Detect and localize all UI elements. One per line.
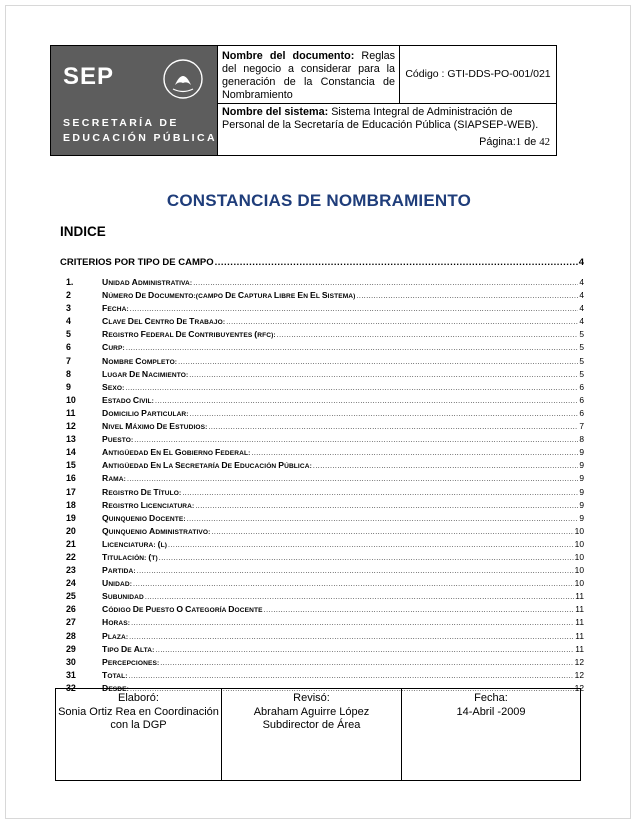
toc-entry-page: 4 bbox=[579, 303, 584, 314]
document-name-value: Reglas del negocio a considerar para la generación de la Constancia de Nombramiento bbox=[222, 50, 396, 101]
toc-entry[interactable] bbox=[60, 657, 584, 670]
toc-main-page: 4 bbox=[578, 257, 584, 268]
toc-entry-page: 10 bbox=[574, 578, 584, 589]
toc-leader bbox=[160, 660, 573, 667]
toc-entry-page: 6 bbox=[579, 394, 584, 405]
toc-entry-label: TIPO DE ALTA: bbox=[102, 643, 155, 654]
toc-entry-page: 10 bbox=[574, 565, 584, 576]
toc-entry-page: 8 bbox=[579, 434, 584, 445]
toc-entry-label: CURP: bbox=[102, 342, 125, 353]
toc-entry-number: 4 bbox=[66, 316, 71, 327]
toc-entry-label: UNIDAD ADMINISTRATIVA: bbox=[102, 277, 193, 287]
toc-entry-page: 9 bbox=[579, 447, 584, 458]
toc-entry[interactable] bbox=[60, 565, 584, 578]
toc-entry-page: 11 bbox=[575, 643, 584, 654]
toc-entry-label: DESDE: bbox=[102, 682, 129, 693]
toc-leader bbox=[130, 306, 579, 313]
toc-entry-label: LUGAR DE NACIMIENTO: bbox=[102, 368, 189, 379]
toc-entry-page: 11 bbox=[575, 591, 584, 602]
toc-main-entry[interactable] bbox=[60, 257, 584, 268]
toc-main-label: CRITERIOS POR TIPO DE CAMPO bbox=[60, 257, 214, 268]
fecha-label: Fecha: bbox=[474, 692, 508, 704]
toc-entry-number: 11 bbox=[66, 407, 76, 418]
elaboro-cell bbox=[56, 689, 222, 780]
toc-entry-number: 23 bbox=[66, 565, 76, 576]
document-header bbox=[50, 45, 557, 156]
toc-entry-page: 6 bbox=[579, 381, 584, 392]
toc-leader bbox=[251, 450, 578, 457]
toc-leader bbox=[133, 581, 574, 588]
toc-entry-page: 11 bbox=[575, 617, 584, 628]
document-name-cell bbox=[217, 46, 400, 104]
elaboro-label: Elaboró: bbox=[118, 692, 159, 704]
toc-leader bbox=[168, 542, 574, 549]
toc-entry[interactable] bbox=[60, 604, 584, 617]
system-name-cell bbox=[217, 104, 556, 155]
toc-entry-number: 8 bbox=[66, 368, 71, 379]
toc-entry[interactable] bbox=[60, 539, 584, 552]
toc-entry-page: 6 bbox=[579, 407, 584, 418]
system-name-label: Nombre del sistema: bbox=[222, 106, 329, 118]
toc-entry-number: 32 bbox=[66, 682, 76, 693]
toc-entry-page: 11 bbox=[575, 604, 584, 615]
toc-entry[interactable] bbox=[60, 369, 584, 382]
toc-leader bbox=[155, 647, 574, 654]
toc-entry[interactable] bbox=[60, 552, 584, 565]
toc-entry[interactable] bbox=[60, 303, 584, 316]
reviso-label: Revisó: bbox=[293, 692, 330, 704]
toc-entry-label: PARTIDA: bbox=[102, 565, 136, 576]
toc-entry-label: CLAVE DEL CENTRO DE TRABAJO: bbox=[102, 316, 226, 327]
fecha-cell bbox=[402, 689, 580, 780]
toc-entry[interactable] bbox=[60, 356, 584, 369]
toc-entry-number: 3 bbox=[66, 303, 71, 314]
toc-entry[interactable] bbox=[60, 526, 584, 539]
toc-entry-label: FECHA: bbox=[102, 303, 129, 314]
logo-line-1: SECRETARÍA DE bbox=[63, 117, 179, 129]
toc-entry-number: 31 bbox=[66, 669, 76, 680]
toc-entry-label: PERCEPCIONES: bbox=[102, 656, 160, 667]
toc-entry-page: 10 bbox=[574, 538, 584, 549]
toc-entry-number: 28 bbox=[66, 630, 76, 641]
toc-entry-number: 2 bbox=[66, 290, 71, 301]
toc-leader bbox=[155, 398, 578, 405]
document-name-label: Nombre del documento: bbox=[222, 50, 355, 62]
toc-entry-page: 5 bbox=[579, 342, 584, 353]
document-code: Código : GTI-DDS-PO-001/021 bbox=[400, 46, 556, 104]
elaboro-name: Sonia Ortiz Rea en Coordinación con la DGP bbox=[58, 705, 219, 731]
toc-entry-page: 4 bbox=[579, 316, 584, 327]
reviso-name: Abraham Aguirre López bbox=[253, 705, 370, 718]
toc-list bbox=[60, 277, 584, 696]
toc-entry-number: 9 bbox=[66, 381, 71, 392]
toc-leader bbox=[277, 332, 579, 339]
toc-entry-label: NIVEL MÁXIMO DE ESTUDIOS: bbox=[102, 421, 208, 432]
toc-entry-number: 14 bbox=[66, 447, 76, 458]
toc-entry-label: PLAZA: bbox=[102, 630, 129, 641]
toc-entry-number: 18 bbox=[66, 499, 76, 510]
toc-entry-number: 15 bbox=[66, 460, 76, 471]
toc-entry[interactable] bbox=[60, 578, 584, 591]
reviso-role: Subdirector de Área bbox=[262, 719, 361, 731]
toc-entry-page: 9 bbox=[579, 499, 584, 510]
toc-leader bbox=[190, 411, 579, 418]
toc-entry-number: 12 bbox=[66, 421, 76, 432]
logo-line-2: EDUCACIÓN PÚBLICA bbox=[63, 132, 217, 144]
toc-entry-label: PUESTO: bbox=[102, 434, 134, 445]
toc-leader bbox=[145, 594, 574, 601]
toc-entry-page: 4 bbox=[579, 290, 584, 301]
toc-entry[interactable] bbox=[60, 670, 584, 683]
toc-leader bbox=[215, 257, 578, 268]
toc-leader bbox=[187, 516, 579, 523]
fecha-value: 14-Abril -2009 bbox=[456, 705, 526, 718]
toc-leader bbox=[182, 490, 578, 497]
toc-entry-label: QUINQUENIO ADMINISTRATIVO: bbox=[102, 525, 211, 536]
toc-entry-number: 22 bbox=[66, 551, 76, 562]
toc-entry[interactable] bbox=[60, 277, 584, 290]
toc-entry[interactable] bbox=[60, 513, 584, 526]
toc-leader bbox=[129, 634, 574, 641]
toc-entry[interactable] bbox=[60, 329, 584, 342]
toc-entry-label: HORAS: bbox=[102, 617, 131, 628]
toc-leader bbox=[189, 372, 578, 379]
toc-entry-number: 19 bbox=[66, 512, 76, 523]
toc-leader bbox=[137, 568, 574, 575]
toc-leader bbox=[313, 463, 578, 470]
toc-entry-page: 5 bbox=[579, 368, 584, 379]
toc-entry-page: 12 bbox=[574, 656, 584, 667]
toc-entry-number: 7 bbox=[66, 355, 71, 366]
toc-entry-label: CÓDIGO DE PUESTO O CATEGORÍA DOCENTE bbox=[102, 604, 263, 615]
toc-entry-label: SUBUNIDAD bbox=[102, 591, 144, 602]
toc-entry-page: 9 bbox=[579, 473, 584, 484]
toc-entry-page: 9 bbox=[579, 512, 584, 523]
toc-leader bbox=[127, 476, 578, 483]
toc-entry-page: 9 bbox=[579, 486, 584, 497]
toc-entry-label: REGISTRO LICENCIATURA: bbox=[102, 499, 195, 510]
toc-entry-page: 10 bbox=[574, 525, 584, 536]
toc-entry[interactable] bbox=[60, 342, 584, 355]
toc-entry[interactable] bbox=[60, 290, 584, 303]
toc-leader bbox=[125, 385, 578, 392]
toc-leader bbox=[264, 607, 575, 614]
toc-leader bbox=[126, 345, 578, 352]
logo-sep-text: SEP bbox=[63, 63, 115, 90]
toc-entry-number: 6 bbox=[66, 342, 71, 353]
toc-leader bbox=[178, 359, 578, 366]
toc-entry-page: 7 bbox=[579, 421, 584, 432]
toc-entry[interactable] bbox=[60, 644, 584, 657]
toc-entry-number: 24 bbox=[66, 578, 76, 589]
toc-leader bbox=[134, 437, 578, 444]
toc-leader bbox=[195, 503, 578, 510]
toc-entry[interactable] bbox=[60, 631, 584, 644]
toc-entry-label: UNIDAD: bbox=[102, 578, 132, 589]
toc-entry-label: REGISTRO FEDERAL DE CONTRIBUYENTES (RFC): bbox=[102, 329, 276, 340]
toc-entry[interactable] bbox=[60, 591, 584, 604]
toc-entry-number: 25 bbox=[66, 591, 76, 602]
toc-entry-number: 13 bbox=[66, 434, 76, 445]
toc-entry-page: 5 bbox=[579, 355, 584, 366]
toc-entry[interactable] bbox=[60, 617, 584, 630]
toc-entry-page: 12 bbox=[574, 682, 584, 693]
reviso-cell bbox=[222, 689, 402, 780]
toc-entry-number: 30 bbox=[66, 656, 76, 667]
toc-entry-number: 20 bbox=[66, 525, 76, 536]
toc-entry[interactable] bbox=[60, 395, 584, 408]
toc-entry-label: TITULACIÓN: (T) bbox=[102, 551, 158, 562]
toc-entry[interactable] bbox=[60, 447, 584, 460]
approval-footer bbox=[55, 688, 581, 781]
toc-entry-number: 26 bbox=[66, 604, 76, 615]
toc-entry-label: REGISTRO DE TÍTULO: bbox=[102, 486, 182, 497]
toc-entry[interactable] bbox=[60, 382, 584, 395]
toc-entry-number: 16 bbox=[66, 473, 76, 484]
toc-entry-page: 9 bbox=[579, 460, 584, 471]
toc-entry-page: 5 bbox=[579, 329, 584, 340]
toc-entry-label: RAMA: bbox=[102, 473, 126, 484]
toc-leader bbox=[208, 424, 578, 431]
toc-entry[interactable] bbox=[60, 487, 584, 500]
toc-entry-label: DOMICILIO PARTICULAR: bbox=[102, 407, 189, 418]
toc-entry-label: ANTIGÜEDAD EN LA SECRETARÍA DE EDUCACIÓN PÚBLICA: bbox=[102, 460, 312, 471]
toc-entry-number: 27 bbox=[66, 617, 76, 628]
toc-entry-label: NÚMERO DE DOCUMENTO:(CAMPO DE CAPTURA LIBRE EN EL SISTEMA) bbox=[102, 290, 356, 301]
toc-entry-number: 29 bbox=[66, 643, 76, 654]
toc-entry[interactable] bbox=[60, 473, 584, 486]
toc-entry-label: QUINQUENIO DOCENTE: bbox=[102, 512, 186, 523]
sep-logo bbox=[51, 46, 217, 155]
toc-entry-page: 12 bbox=[574, 669, 584, 680]
toc-leader bbox=[226, 319, 578, 326]
index-heading: INDICE bbox=[60, 224, 106, 239]
toc-entry-number: 10 bbox=[66, 394, 76, 405]
toc-entry-label: SEXO: bbox=[102, 381, 125, 392]
toc-entry[interactable] bbox=[60, 460, 584, 473]
toc-entry-label: ANTIGÜEDAD EN EL GOBIERNO FEDERAL: bbox=[102, 447, 251, 458]
page-title: CONSTANCIAS DE NOMBRAMIENTO bbox=[166, 191, 472, 210]
toc-entry-label: LICENCIATURA: (L) bbox=[102, 538, 168, 549]
toc-entry[interactable] bbox=[60, 316, 584, 329]
toc-entry-number: 5 bbox=[66, 329, 71, 340]
toc-entry[interactable] bbox=[60, 434, 584, 447]
toc-leader bbox=[193, 280, 578, 287]
toc-entry-page: 10 bbox=[574, 551, 584, 562]
eagle-emblem-icon bbox=[162, 58, 204, 100]
toc-leader bbox=[129, 673, 574, 680]
toc-entry-page: 11 bbox=[575, 630, 584, 641]
toc-entry-label: TOTAL: bbox=[102, 669, 128, 680]
toc-entry-number: 1. bbox=[66, 277, 74, 287]
toc-entry-number: 17 bbox=[66, 486, 76, 497]
toc-leader bbox=[131, 620, 574, 627]
toc-entry-label: ESTADO CIVIL: bbox=[102, 394, 154, 405]
toc-entry-page: 4 bbox=[579, 277, 584, 287]
toc-leader bbox=[159, 555, 574, 562]
toc-leader bbox=[356, 293, 578, 300]
toc-entry[interactable] bbox=[60, 500, 584, 513]
toc-entry[interactable] bbox=[60, 421, 584, 434]
toc-entry-label: NOMBRE COMPLETO: bbox=[102, 355, 178, 366]
toc-entry[interactable] bbox=[60, 408, 584, 421]
toc-entry-number: 21 bbox=[66, 538, 76, 549]
system-name-value: Sistema Integral de Administración de Personal de la Secretaría de Educación Pública (SIAPSEP-WEB). bbox=[222, 106, 539, 131]
page-number: Página:1 de 42 bbox=[479, 136, 550, 148]
toc-leader bbox=[211, 529, 573, 536]
